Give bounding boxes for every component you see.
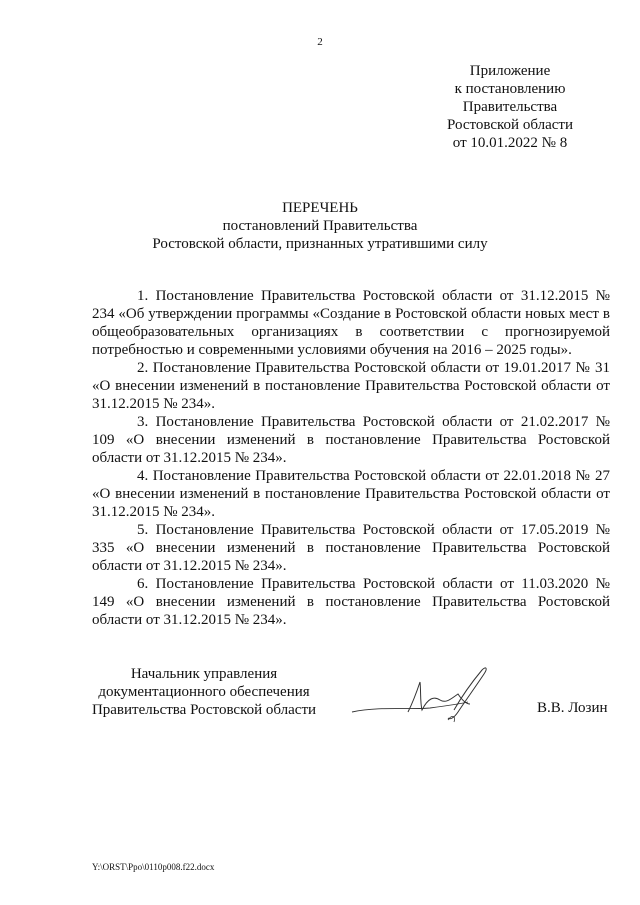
title-heading: ПЕРЕЧЕНЬ xyxy=(282,200,358,216)
file-path: Y:\ORST\Ppo\0110p008.f22.docx xyxy=(92,862,215,872)
appendix-line: Ростовской области xyxy=(447,117,573,133)
list-item: 3. Постановление Правительства Ростовской области от 21.02.2017 № 109 «О внесении изменений в постановление Правительства Ростовской области от 31.12.2015 № 234». xyxy=(92,414,610,466)
resolution-list xyxy=(92,287,610,629)
title-subtitle-line: постановлений Правительства xyxy=(222,218,418,234)
list-item: 5. Постановление Правительства Ростовской области от 17.05.2019 № 335 «О внесении изменений в постановление Правительства Ростовской области от 31.12.2015 № 234». xyxy=(92,522,610,574)
title-subtitle-line: Ростовской области, признанных утратившими силу xyxy=(152,236,488,252)
appendix-line: к постановлению xyxy=(454,81,566,97)
appendix-line: Правительства xyxy=(462,99,558,115)
appendix-block xyxy=(430,62,590,152)
page-number: 2 xyxy=(317,36,323,48)
appendix-line: от 10.01.2022 № 8 xyxy=(452,135,568,151)
list-item: 4. Постановление Правительства Ростовской области от 22.01.2018 № 27 «О внесении изменений в постановление Правительства Ростовской области от 31.12.2015 № 234». xyxy=(92,468,610,520)
list-item: 2. Постановление Правительства Ростовской области от 19.01.2017 № 31 «О внесении изменений в постановление Правительства Ростовской области от 31.12.2015 № 234». xyxy=(92,360,610,412)
list-item: 1. Постановление Правительства Ростовской области от 31.12.2015 № 234 «Об утверждении программы «Создание в Ростовской области новых мест в общеобразовательных организациях в соответствии с прогнозируемой потребностью и современными условиями обучения на 2016 – 2025 годы». xyxy=(92,288,610,358)
signatory-name: В.В. Лозин xyxy=(537,700,608,716)
handwritten-signature xyxy=(350,660,510,730)
signatory-position xyxy=(84,665,324,719)
document-title xyxy=(0,199,640,253)
signatory-position-line: Начальник управления xyxy=(130,666,278,682)
signatory-position-line: документационного обеспечения xyxy=(98,684,310,700)
signatory-position-line: Правительства Ростовской области xyxy=(91,702,317,718)
list-item: 6. Постановление Правительства Ростовской области от 11.03.2020 № 149 «О внесении изменений в постановление Правительства Ростовской области от 31.12.2015 № 234». xyxy=(92,576,610,628)
appendix-line: Приложение xyxy=(469,63,551,79)
